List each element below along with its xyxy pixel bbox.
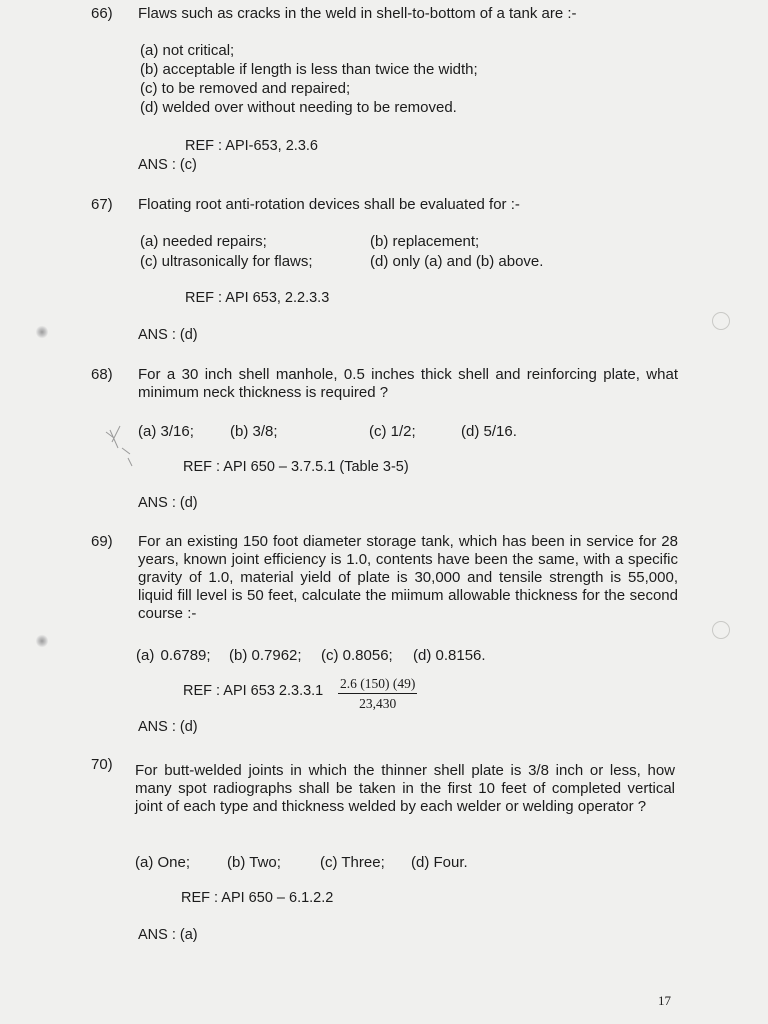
reference: REF : API 650 – 6.1.2.2 xyxy=(181,890,334,906)
pencil-mark-icon xyxy=(100,418,140,478)
option-c: (c) 0.8056; xyxy=(321,647,393,664)
answer: ANS : (a) xyxy=(138,927,198,943)
option-a: (a) needed repairs; xyxy=(140,233,267,250)
scan-speck xyxy=(36,325,48,339)
question-text: For butt-welded joints in which the thinner shell plate is 3/8 inch or less, how many spot radiographs shall be taken in the first 10 feet of completed vertical joint of each type and thickness welded by each welder or welding operator ? xyxy=(135,762,675,815)
option-c: (c) 1/2; xyxy=(369,423,416,440)
option-b: (b) replacement; xyxy=(370,233,480,250)
question-number: 69) xyxy=(91,533,113,550)
option-a: (a) not critical; xyxy=(140,42,235,59)
question-number: 66) xyxy=(91,5,113,22)
page-number: 17 xyxy=(658,993,671,1008)
option-b: (b) Two; xyxy=(227,854,281,871)
answer: ANS : (c) xyxy=(138,157,197,173)
question-text: Floating root anti-rotation devices shall be evaluated for :- xyxy=(138,196,520,213)
option-c: (c) Three; xyxy=(320,854,385,871)
question-text: Flaws such as cracks in the weld in shell-to-bottom of a tank are :- xyxy=(138,5,577,22)
question-number: 70) xyxy=(91,756,113,773)
formula-numerator: 2.6 (150) (49) xyxy=(338,676,417,694)
formula-denominator: 23,430 xyxy=(359,696,397,711)
punch-hole-mark xyxy=(712,312,730,330)
option-c: (c) to be removed and repaired; xyxy=(140,80,351,97)
option-b: (b) acceptable if length is less than twice the width; xyxy=(140,61,478,78)
answer: ANS : (d) xyxy=(138,719,198,735)
question-text: For an existing 150 foot diameter storage tank, which has been in service for 28 years, known joint efficiency is 1.0, contents have been the same, with a specific gravity of 1.0, material yield of plate is 30,000 and tensile strength is 55,000, liquid fill level is 50 feet, calculate the miimum allowable thickness for the second course :- xyxy=(138,533,678,622)
option-d: (d) Four. xyxy=(411,854,468,871)
reference: REF : API 653, 2.2.3.3 xyxy=(185,290,330,306)
question-number: 68) xyxy=(91,366,113,383)
option-d: (d) 0.8156. xyxy=(413,647,486,664)
reference: REF : API 650 – 3.7.5.1 (Table 3-5) xyxy=(183,459,409,475)
option-a: (a) 0.6789; xyxy=(136,647,211,664)
scan-speck xyxy=(36,634,48,648)
question-number: 67) xyxy=(91,196,113,213)
option-b: (b) 3/8; xyxy=(230,423,278,440)
option-d: (d) welded over without needing to be removed. xyxy=(140,99,457,116)
option-a: (a) One; xyxy=(135,854,191,871)
option-d: (d) 5/16. xyxy=(461,423,517,440)
option-c: (c) ultrasonically for flaws; xyxy=(140,253,313,270)
punch-hole-mark xyxy=(712,621,730,639)
option-d: (d) only (a) and (b) above. xyxy=(370,253,544,270)
option-a: (a) 3/16; xyxy=(138,423,194,440)
option-b: (b) 0.7962; xyxy=(229,647,302,664)
reference: REF : API 653 2.3.3.1 xyxy=(183,683,324,699)
reference: REF : API-653, 2.3.6 xyxy=(185,138,318,154)
formula-fraction xyxy=(338,676,417,712)
answer: ANS : (d) xyxy=(138,495,198,511)
question-text: For a 30 inch shell manhole, 0.5 inches thick shell and reinforcing plate, what minimum neck thickness is required ? xyxy=(138,366,678,401)
answer: ANS : (d) xyxy=(138,327,198,343)
